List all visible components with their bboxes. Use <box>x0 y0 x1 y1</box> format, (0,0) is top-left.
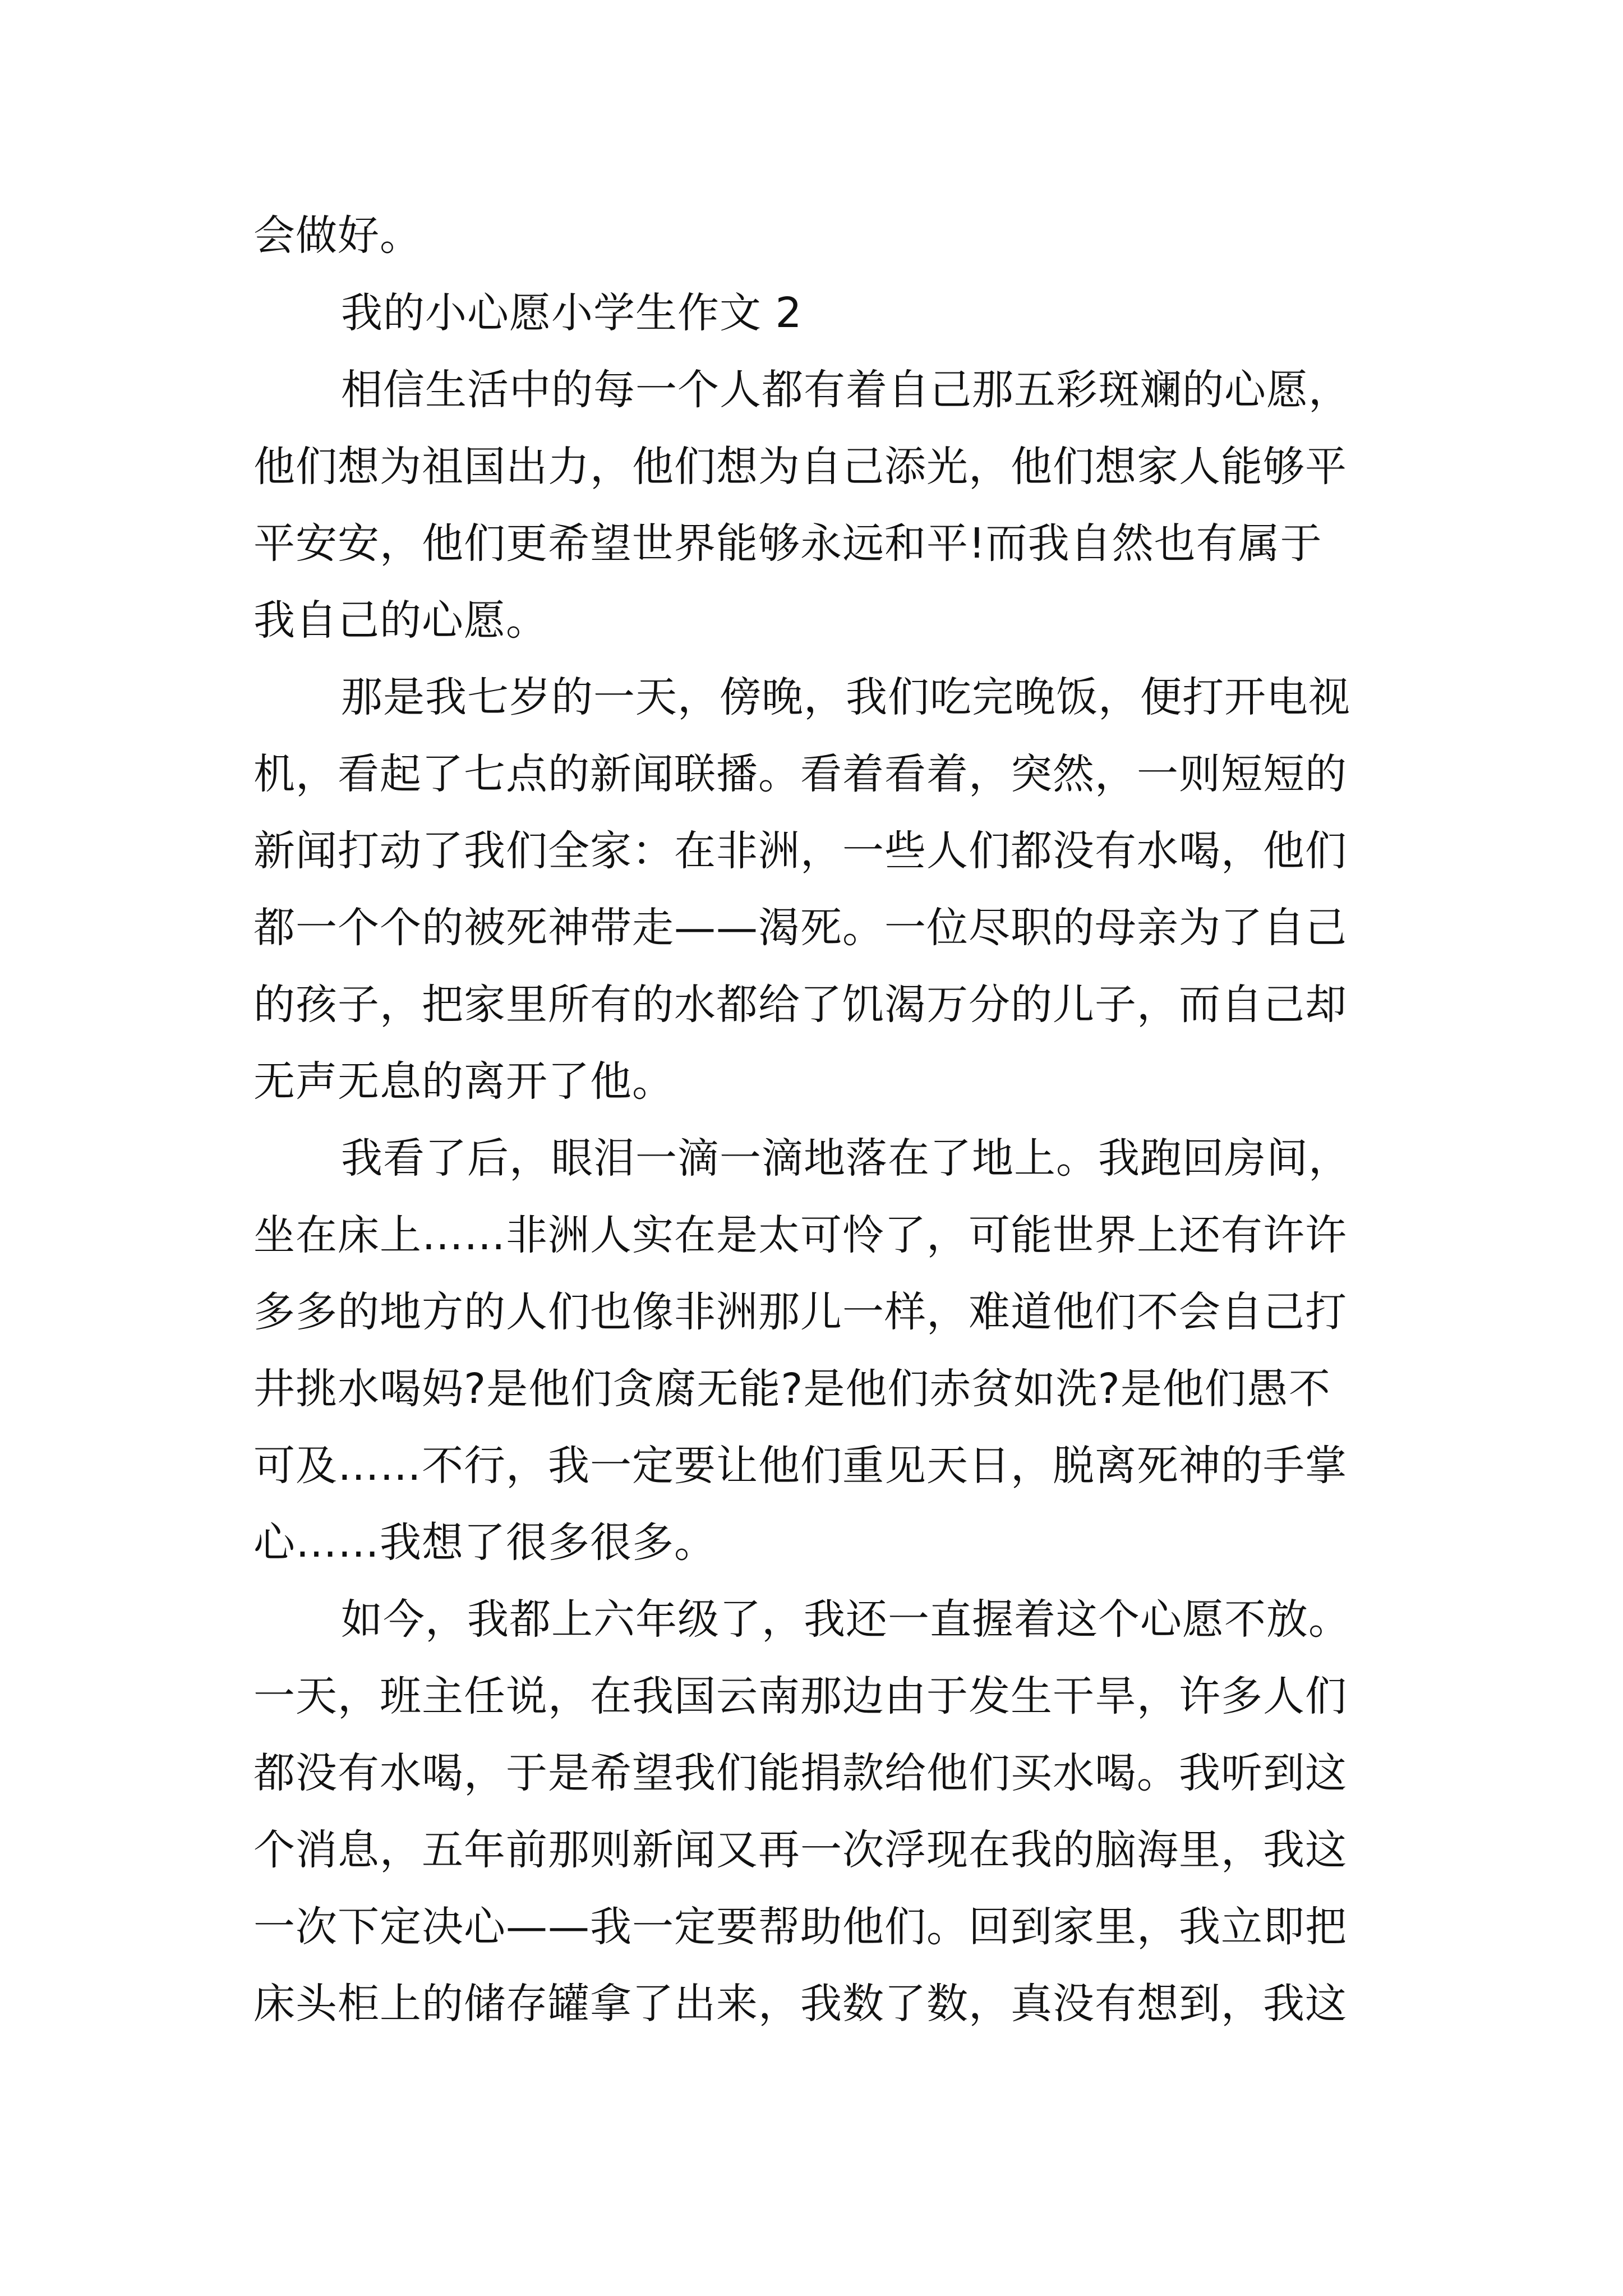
text-line: 会做好。 <box>253 211 422 260</box>
text-line: 心……我想了很多很多。 <box>253 1519 716 1567</box>
text-line: 多多的地方的人们也像非洲那儿一样，难道他们不会自己打 <box>253 1288 1347 1336</box>
text-line: 我自己的心愿。 <box>253 596 548 645</box>
text-line: 机，看起了七点的新闻联播。看着看着，突然，一则短短的 <box>253 750 1347 798</box>
text-line: 都一个个的被死神带走——渴死。一位尽职的母亲为了自己 <box>253 904 1347 952</box>
text-line: 的孩子，把家里所有的水都给了饥渴万分的儿子，而自己却 <box>253 981 1347 1029</box>
text-line: 个消息，五年前那则新闻又再一次浮现在我的脑海里，我这 <box>253 1826 1347 1874</box>
text-line: 新闻打动了我们全家：在非洲，一些人们都没有水喝，他们 <box>253 827 1347 875</box>
text-line: 一天，班主任说，在我国云南那边由于发生干旱，许多人们 <box>253 1672 1347 1720</box>
essay-heading: 我的小心愿小学生作文 2 <box>341 289 803 337</box>
text-line: 相信生活中的每一个人都有着自己那五彩斑斓的心愿， <box>341 366 1350 414</box>
text-line: 平安安，他们更希望世界能够永远和平!而我自然也有属于 <box>253 519 1322 568</box>
text-line: 坐在床上……非洲人实在是太可怜了，可能世界上还有许许 <box>253 1211 1347 1259</box>
text-line: 他们想为祖国出力，他们想为自己添光，他们想家人能够平 <box>253 443 1347 491</box>
text-line: 床头柜上的储存罐拿了出来，我数了数，真没有想到，我这 <box>253 1980 1347 2028</box>
text-line: 那是我七岁的一天，傍晚，我们吃完晚饭，便打开电视 <box>341 673 1350 721</box>
text-line: 如今，我都上六年级了，我还一直握着这个心愿不放。 <box>341 1595 1350 1644</box>
text-line: 一次下定决心——我一定要帮助他们。回到家里，我立即把 <box>253 1903 1347 1951</box>
text-line: 无声无息的离开了他。 <box>253 1057 674 1106</box>
text-line: 可及……不行，我一定要让他们重见天日，脱离死神的手掌 <box>253 1442 1347 1490</box>
text-line: 我看了后，眼泪一滴一滴地落在了地上。我跑回房间， <box>341 1134 1350 1182</box>
text-line: 井挑水喝妈?是他们贪腐无能?是他们赤贫如洗?是他们愚不 <box>253 1365 1331 1413</box>
text-line: 都没有水喝，于是希望我们能捐款给他们买水喝。我听到这 <box>253 1749 1347 1797</box>
